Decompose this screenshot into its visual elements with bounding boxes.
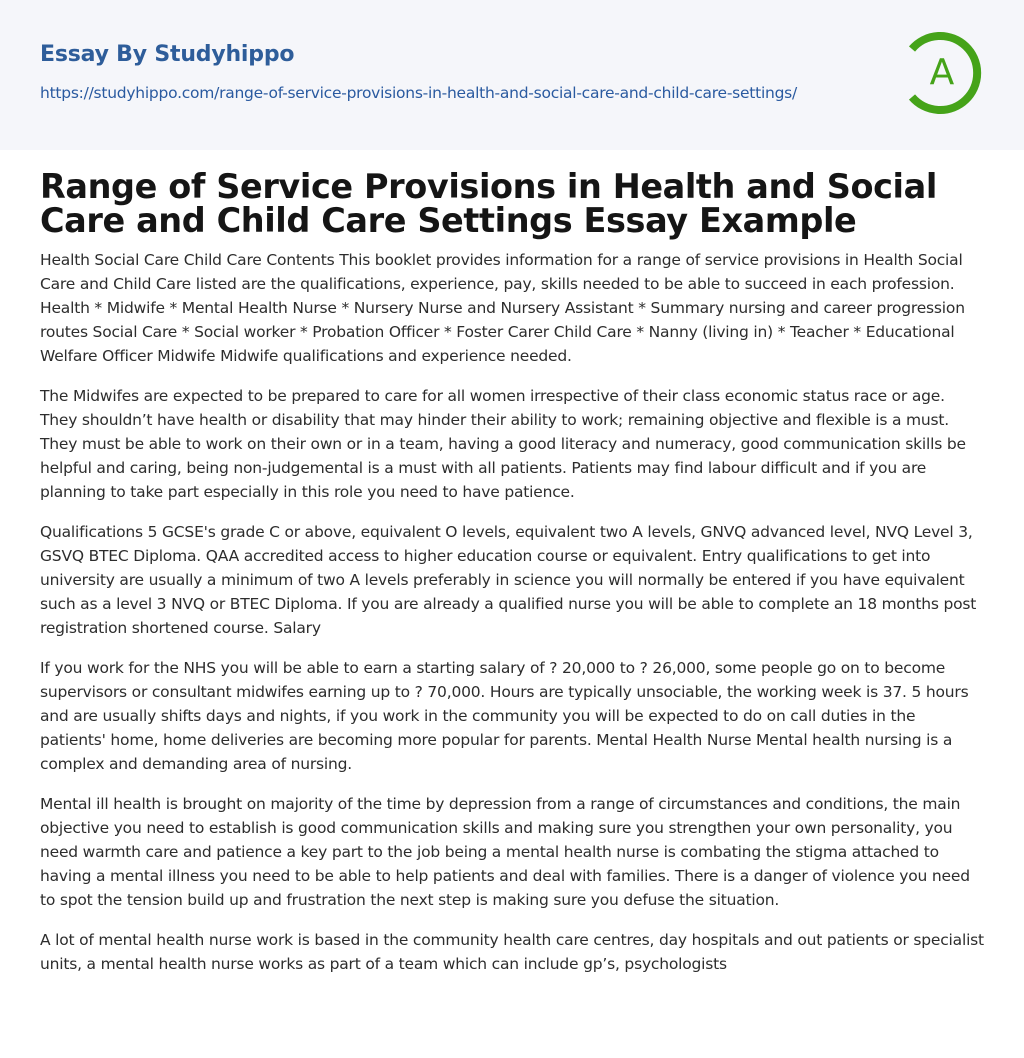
- essay-paragraph: Mental ill health is brought on majority of the time by depression from a range of circumstances and conditions, the main objective you need to establish is good communication skills and making sure you strengthen your own personality, you need warmth care and patience a key part to the job being a mental health nurse is combating the stigma attached to having a mental illness you need to be able to help patients and deal with families. There is a danger of violence you need to spot the tension build up and frustration the next step is making sure you defuse the situation.: [40, 795, 970, 909]
- essay-paragraph: Health Social Care Child Care Contents This booklet provides information for a range of service provisions in Health Social Care and Child Care listed are the qualifications, experience, pay, skills needed to be able to succeed in each profession. Health * Midwife * Mental Health Nurse * Nursery Nurse and Nursery Assistant * Summary nursing and career progression routes Social Care * Social worker * Probation Officer * Foster Carer Child Care * Nanny (living in) * Teacher * Educational Welfare Officer Midwife Midwife qualifications and experience needed.: [40, 251, 965, 365]
- site-header: [0, 0, 1024, 150]
- page-title: Range of Service Provisions in Health and Social Care and Child Care Settings Essay Example: [40, 167, 937, 240]
- brand-title: Essay By Studyhippo: [40, 42, 295, 67]
- logo-arc-icon: [900, 30, 986, 116]
- essay-paragraph: If you work for the NHS you will be able to earn a starting salary of ? 20,000 to ? 26,000, some people go on to become supervisors or consultant midwifes earning up to ? 70,000. Hours are typically unsociable, the working week is 37. 5 hours and are usually shifts days and nights, if you work in the community you will be expected to do on call duties in the patients' home, home deliveries are becoming more popular for parents. Mental Health Nurse Mental health nursing is a complex and demanding area of nursing.: [40, 659, 969, 773]
- logo-letter: A: [929, 52, 955, 93]
- article-content: [0, 150, 1024, 976]
- source-url-link[interactable]: https://studyhippo.com/range-of-service-provisions-in-health-and-social-care-and-child-care-settings/: [40, 84, 797, 102]
- essay-paragraph: Qualifications 5 GCSE's grade C or above, equivalent O levels, equivalent two A levels, GNVQ advanced level, NVQ Level 3, GSVQ BTEC Diploma. QAA accredited access to higher education course or equivalent. Entry qualifications to get into university are usually a minimum of two A levels preferably in science you will normally be entered if you have equivalent such as a level 3 NVQ or BTEC Diploma. If you are already a qualified nurse you will be able to complete an 18 months post registration shortened course. Salary: [40, 523, 977, 637]
- studyhippo-logo-icon[interactable]: [900, 30, 986, 116]
- essay-paragraph: A lot of mental health nurse work is based in the community health care centres, day hospitals and out patients or specialist units, a mental health nurse works as part of a team which can include gp’s, psychologists: [40, 931, 984, 973]
- essay-paragraph: The Midwifes are expected to be prepared to care for all women irrespective of their class economic status race or age. They shouldn’t have health or disability that may hinder their ability to work; remaining objective and flexible is a must. They must be able to work on their own or in a team, having a good literacy and numeracy, good communication skills be helpful and caring, being non-judgemental is a must with all patients. Patients may find labour difficult and if you are planning to take part especially in this role you need to have patience.: [40, 387, 966, 501]
